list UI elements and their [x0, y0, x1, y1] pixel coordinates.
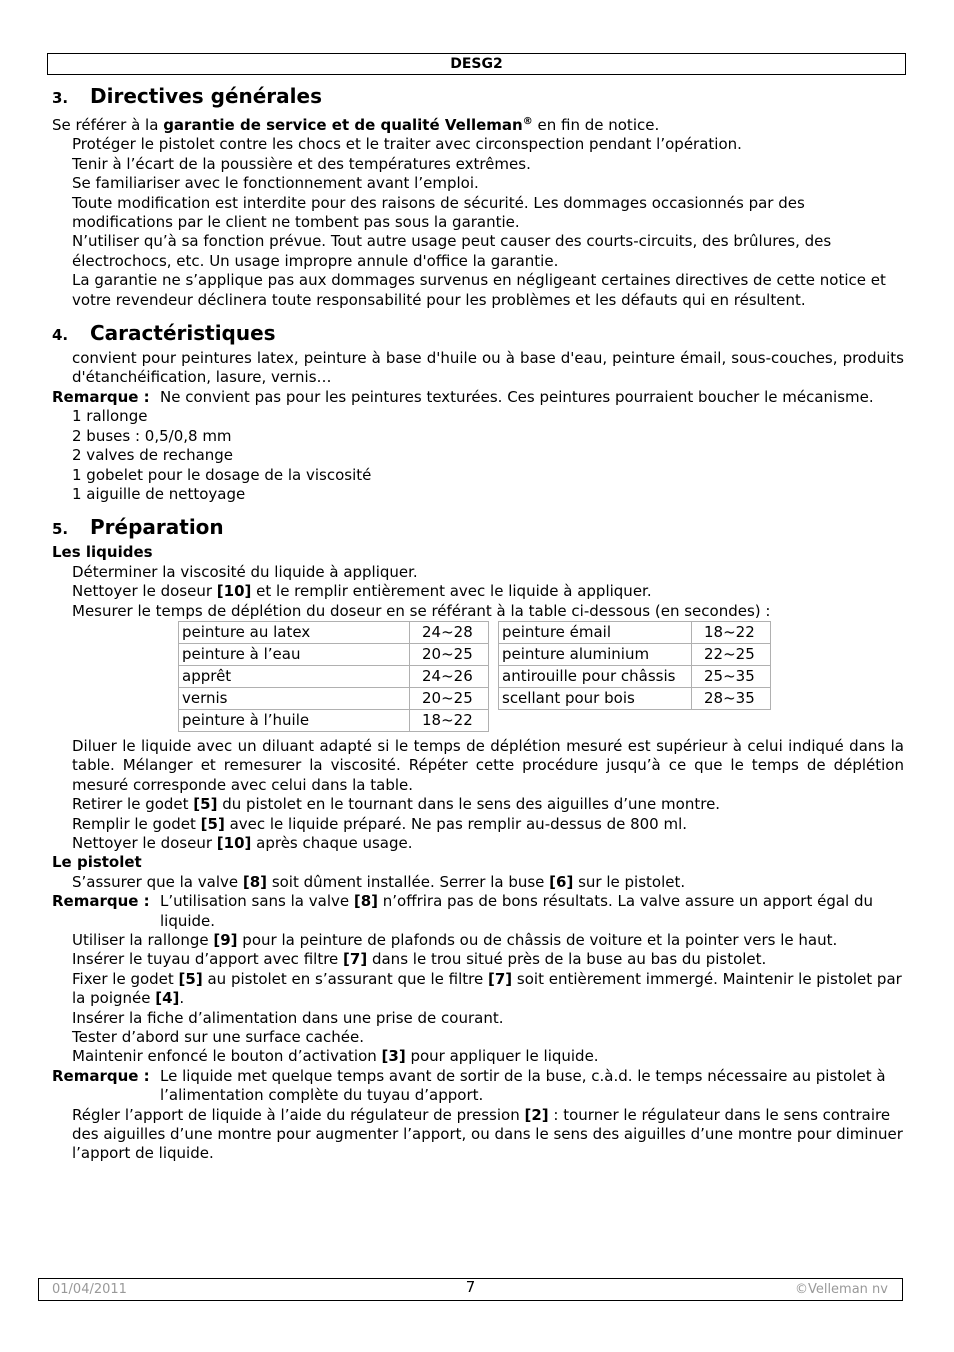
guideline-item: Toute modification est interdite pour des raisons de sécurité. Les dommages occasionnés par des modifications par le client ne tombent pas sous la garantie. [72, 193, 805, 232]
remark [52, 388, 904, 407]
step-item: Maintenir enfoncé le bouton d’activation [3] pour appliquer le liquide. [72, 1047, 599, 1066]
footer-copyright: ©Velleman nv [794, 1282, 888, 1297]
section-number: 5. [52, 520, 69, 539]
step-item: Mesurer le temps de déplétion du doseur en se référant à la table ci-dessous (en secondes) : [72, 601, 771, 620]
remark-label: Remarque : [52, 892, 150, 911]
subheading-liquids: Les liquides [52, 543, 153, 562]
section-number: 3. [52, 89, 69, 107]
remark-text: Le liquide met quelque temps avant de sortir de la buse, c.à.d. le temps nécessaire au pistolet à l’alimentation complète du tuyau d’apport. [160, 1066, 886, 1105]
viscosity-value-cell: 18~22 [410, 709, 489, 731]
document-body [52, 84, 904, 1164]
step-item: Remplir le godet [5] avec le liquide préparé. Ne pas remplir au-dessus de 800 ml. [72, 814, 688, 833]
guideline-item: La garantie ne s’applique pas aux dommages survenus en négligeant certaines directives de cette notice et votre revendeur déclinera toute responsabilité pour les problèmes et les défauts qui en résultent. [72, 271, 886, 309]
table-row [179, 709, 489, 731]
contents-item: 1 aiguille de nettoyage [72, 484, 246, 503]
contents-item: 2 valves de rechange [72, 446, 234, 465]
guideline-item: N’utiliser qu’à sa fonction prévue. Tout autre usage peut causer des courts-circuits, des brûlures, des électrochocs, etc. Un usage impropre annule d'office la garantie. [72, 232, 832, 270]
step-item: S’assurer que la valve [8] soit dûment installée. Serrer la buse [6] sur le pistolet. [72, 872, 686, 891]
section-title: Caractéristiques [90, 321, 276, 346]
section-5-heading [52, 515, 904, 539]
section-title: Préparation [90, 515, 224, 540]
remark-label: Remarque : [52, 1066, 150, 1085]
step-item: Insérer la fiche d’alimentation dans une prise de courant. [72, 1008, 504, 1027]
contents-item: 1 gobelet pour le dosage de la viscosité [72, 465, 372, 484]
paint-type-cell: apprêt [179, 665, 410, 687]
page-footer [38, 1278, 903, 1301]
section-title: Directives générales [90, 84, 322, 108]
step-item: Fixer le godet [5] au pistolet en s’assurant que le filtre [7] soit entièrement immergé. Maintenir le pistolet par la poignée [4]. [72, 969, 902, 1008]
step-item: Régler l’apport de liquide à l’aide du régulateur de pression [2] : tourner le régulateur dans le sens contraire des aiguilles d’une montre pour augmenter l’apport, ou dans le sens des aiguilles d’une montre pour diminuer l’apport de liquide. [72, 1105, 903, 1163]
contents-item: 2 buses : 0,5/0,8 mm [72, 426, 232, 445]
table-row [499, 687, 771, 709]
remark [52, 892, 904, 931]
paint-type-cell: peinture au latex [179, 621, 410, 643]
paint-type-cell: peinture émail [499, 621, 692, 643]
contents-item: 1 rallonge [72, 407, 148, 426]
step-item: Déterminer la viscosité du liquide à appliquer. [72, 562, 418, 581]
model-code: DESG2 [450, 56, 503, 72]
viscosity-value-cell: 24~28 [410, 621, 489, 643]
viscosity-value-cell: 18~22 [692, 621, 771, 643]
remark-text: L’utilisation sans la valve [8] n’offrira pas de bons résultats. La valve assure un apport égal du liquide. [160, 892, 874, 930]
viscosity-table-2 [498, 621, 771, 710]
viscosity-table-1 [178, 621, 489, 732]
guideline-item: Protéger le pistolet contre les chocs et le traiter avec circonspection pendant l’opération. [72, 135, 742, 154]
step-item: Diluer le liquide avec un diluant adapté si le temps de déplétion mesuré est supérieur à celui indiqué dans la table. Mélanger et remesurer la viscosité. Répéter cette procédure jusqu’à ce que le temps de déplétion mesuré corresponde avec celui dans la table. [72, 736, 904, 794]
viscosity-tables [178, 621, 904, 737]
table-row [179, 643, 489, 665]
table-row [499, 665, 771, 687]
viscosity-value-cell: 25~35 [692, 665, 771, 687]
step-item: Tester d’abord sur une surface cachée. [72, 1028, 364, 1047]
guideline-item: Tenir à l’écart de la poussière et des températures extrêmes. [72, 154, 531, 173]
step-item: Nettoyer le doseur [10] après chaque usage. [72, 833, 413, 852]
section-3-heading [52, 84, 904, 108]
paint-type-cell: scellant pour bois [499, 687, 692, 709]
paint-type-cell: vernis [179, 687, 410, 709]
remark-label: Remarque : [52, 387, 150, 406]
feature-item: convient pour peintures latex, peinture à base d'huile ou à base d'eau, peinture émail, sous-couches, produits d'étanchéification, lasure, vernis… [72, 349, 904, 387]
table-row [179, 687, 489, 709]
step-item: Insérer le tuyau d’apport avec filtre [7] dans le trou situé près de la buse au bas du pistolet. [72, 950, 767, 969]
remark-text: Ne convient pas pour les peintures texturées. Ces peintures pourraient boucher le mécanisme. [160, 387, 874, 406]
paint-type-cell: antirouille pour châssis [499, 665, 692, 687]
viscosity-value-cell: 20~25 [410, 643, 489, 665]
page-header [47, 53, 906, 75]
paint-type-cell: peinture à l’eau [179, 643, 410, 665]
step-item: Utiliser la rallonge [9] pour la peinture de plafonds ou de châssis de voiture et la pointer vers le haut. [72, 931, 838, 949]
step-item: Retirer le godet [5] du pistolet en le tournant dans le sens des aiguilles d’une montre. [72, 795, 721, 814]
table-row [499, 643, 771, 665]
section-4-heading [52, 321, 904, 345]
paint-type-cell: peinture aluminium [499, 643, 692, 665]
step-item: Nettoyer le doseur [10] et le remplir entièrement avec le liquide à appliquer. [72, 582, 652, 601]
paint-type-cell: peinture à l’huile [179, 709, 410, 731]
table-row [179, 665, 489, 687]
table-row [499, 621, 771, 643]
section-number: 4. [52, 326, 69, 345]
viscosity-value-cell: 28~35 [692, 687, 771, 709]
viscosity-value-cell: 20~25 [410, 687, 489, 709]
warranty-reference: Se référer à la garantie de service et de qualité Velleman® en fin de notice. [52, 116, 660, 134]
table-row [179, 621, 489, 643]
remark [52, 1067, 904, 1106]
viscosity-value-cell: 22~25 [692, 643, 771, 665]
footer-date: 01/04/2011 [52, 1282, 127, 1297]
guideline-item: Se familiariser avec le fonctionnement avant l’emploi. [72, 174, 479, 193]
viscosity-value-cell: 24~26 [410, 665, 489, 687]
page-number: 7 [465, 1278, 476, 1296]
subheading-gun: Le pistolet [52, 853, 142, 872]
